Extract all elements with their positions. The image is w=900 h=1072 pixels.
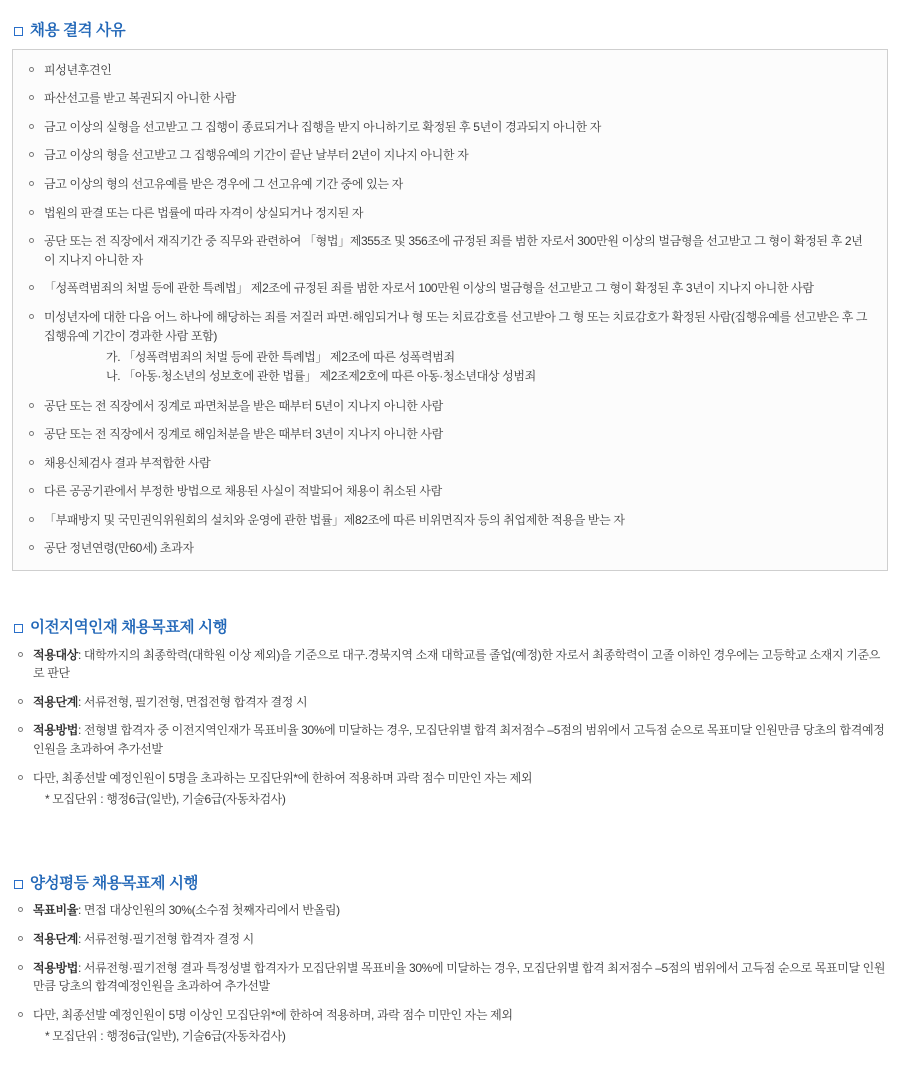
list-item-text: 공단 또는 전 직장에서 재직기간 중 직무와 관련하여 「형법」제355조 및 356조에 규정된 죄를 범한 자로서 300만원 이상의 벌금형을 선고받고 그 형이 확정된 후 2년이 지나지 아니한 자 — [44, 234, 863, 267]
list-item — [27, 89, 873, 108]
list-item-text: : 전형별 합격자 중 이전지역인재가 목표비율 30%에 미달하는 경우, 모집단위별 합격 최저점수 –5점의 범위에서 고득점 순으로 목표미달 인원만큼 당초의 합격예정인원을 초과하여 추가선발 — [33, 723, 885, 757]
section-local-talent — [12, 619, 888, 809]
circle-bullet-icon — [18, 965, 23, 970]
list-item-text: 금고 이상의 형의 선고유예를 받은 경우에 그 선고유예 기간 중에 있는 자 — [44, 176, 403, 191]
section-gender-equality — [12, 875, 888, 1046]
circle-bullet-icon — [29, 210, 34, 215]
list-item — [27, 175, 873, 194]
sub-list-item: 가. 「성폭력범죄의 처벌 등에 관한 특례법」 제2조에 따른 성폭력범죄 — [106, 350, 455, 365]
list-item-text: : 서류전형, 필기전형, 면접전형 합격자 결정 시 — [77, 694, 308, 709]
circle-bullet-icon — [18, 936, 23, 941]
list-item-text: : 대학까지의 최종학력(대학원 이상 제외)을 기준으로 대구.경북지역 소재 대학교를 졸업(예정)한 자로서 최종학력이 고졸 이하인 경우에는 고등학교 소재지 기준으로 판단 — [33, 647, 880, 681]
list-item-text: 금고 이상의 실형을 선고받고 그 집행이 종료되거나 집행을 받지 아니하기로 확정된 후 5년이 경과되지 아니한 자 — [44, 119, 601, 134]
section-title: 채용 결격 사유 — [30, 22, 126, 39]
list-item — [27, 61, 873, 80]
list-item-text: 「부패방지 및 국민권익위원회의 설치와 운영에 관한 법률」제82조에 따른 비위면직자 등의 취업제한 적용을 받는 자 — [44, 512, 625, 527]
list-item — [16, 721, 888, 758]
section-disqualification — [12, 22, 888, 571]
list-item — [16, 693, 888, 712]
section-title: 이전지역인재 채용목표제 시행 — [30, 619, 228, 637]
list-item-label: 적용대상 — [33, 647, 78, 662]
list-item — [27, 279, 873, 298]
circle-bullet-icon — [18, 907, 23, 912]
section-title: 양성평등 채용목표제 시행 — [30, 874, 199, 892]
sub-list — [44, 348, 873, 386]
list-item — [16, 959, 888, 996]
list-item-text: 파산선고를 받고 복권되지 아니한 사람 — [44, 91, 236, 106]
list-item-text: 다만, 최종선발 예정인원이 5명 이상인 모집단위*에 한하여 적용하며, 과락 점수 미만인 자는 제외 — [33, 1007, 513, 1022]
list-item-text: 피성년후견인 — [44, 62, 112, 77]
section-heading — [14, 22, 888, 41]
circle-bullet-icon — [18, 727, 23, 732]
list-item-note: * 모집단위 : 행정6급(일반), 기술6급(자동차검사) — [45, 1029, 286, 1044]
list-item — [16, 901, 888, 920]
circle-bullet-icon — [29, 238, 34, 243]
list-item — [27, 308, 873, 387]
list-item — [16, 930, 888, 949]
local-talent-list — [16, 646, 888, 809]
list-item-text: 공단 정년연령(만60세) 초과자 — [44, 541, 194, 556]
sub-list-item: 나. 「아동·청소년의 성보호에 관한 법률」 제2조제2호에 따른 아동·청소년대상 성범죄 — [106, 369, 536, 384]
list-item — [27, 397, 873, 416]
gender-equality-body — [12, 901, 888, 1046]
disqualification-box — [12, 49, 888, 571]
section-spacer — [12, 819, 888, 875]
circle-bullet-icon — [18, 652, 23, 657]
list-item — [27, 425, 873, 444]
circle-bullet-icon — [29, 152, 34, 157]
disqualification-list — [27, 61, 873, 558]
circle-bullet-icon — [29, 517, 34, 522]
list-item-text: : 서류전형·필기전형 결과 특정성별 합격자가 모집단위별 목표비율 30%에 미달하는 경우, 모집단위별 합격 최저점수 –5점의 범위에서 고득점 순으로 목표미달 인원만큼 당초의 합격예정인원을 초과하여 추가선발 — [33, 960, 886, 994]
circle-bullet-icon — [18, 1012, 23, 1017]
list-item-text: 「성폭력범죄의 처벌 등에 관한 특례법」 제2조에 규정된 죄를 범한 자로서 100만원 이상의 벌금형을 선고받고 그 형이 확정된 후 3년이 지나지 아니한 사람 — [44, 281, 814, 296]
list-item-text: 채용신체검사 결과 부적합한 사람 — [44, 455, 211, 470]
list-item — [27, 146, 873, 165]
list-item — [16, 1006, 888, 1046]
circle-bullet-icon — [29, 124, 34, 129]
list-item-text: 다른 공공기관에서 부정한 방법으로 채용된 사실이 적발되어 채용이 취소된 사람 — [44, 484, 442, 499]
circle-bullet-icon — [29, 460, 34, 465]
list-item-text: 미성년자에 대한 다음 어느 하나에 해당하는 죄를 저질러 파면·해임되거나 형 또는 치료감호를 선고받아 그 형 또는 치료감호가 확정된 사람(집행유예를 선고받은 후 그 집행유예 기간이 경과한 사람 포함) — [44, 309, 868, 343]
local-talent-body — [12, 646, 888, 809]
list-item-text: : 면접 대상인원의 30%(소수점 첫째자리에서 반올림) — [77, 903, 340, 918]
list-item — [27, 539, 873, 558]
circle-bullet-icon — [29, 403, 34, 408]
circle-bullet-icon — [29, 285, 34, 290]
square-bullet-icon — [14, 880, 23, 889]
list-item — [27, 232, 873, 269]
circle-bullet-icon — [29, 431, 34, 436]
list-item-text: 공단 또는 전 직장에서 징계로 해임처분을 받은 때부터 3년이 지나지 아니한 사람 — [44, 427, 443, 442]
circle-bullet-icon — [29, 181, 34, 186]
square-bullet-icon — [14, 27, 23, 36]
circle-bullet-icon — [29, 545, 34, 550]
list-item-label: 적용방법 — [33, 960, 78, 975]
list-item — [16, 769, 888, 809]
list-item — [27, 454, 873, 473]
list-item-text: 법원의 판결 또는 다른 법률에 따라 자격이 상실되거나 정지된 자 — [44, 205, 364, 220]
circle-bullet-icon — [29, 67, 34, 72]
section-spacer — [12, 571, 888, 619]
square-bullet-icon — [14, 624, 23, 633]
list-item-note: * 모집단위 : 행정6급(일반), 기술6급(자동차검사) — [45, 792, 286, 807]
list-item-text: 금고 이상의 형을 선고받고 그 집행유예의 기간이 끝난 날부터 2년이 지나지 아니한 자 — [44, 148, 469, 163]
section-heading — [14, 875, 888, 894]
list-item-text: 공단 또는 전 직장에서 징계로 파면처분을 받은 때부터 5년이 지나지 아니한 사람 — [44, 398, 443, 413]
circle-bullet-icon — [29, 488, 34, 493]
circle-bullet-icon — [29, 95, 34, 100]
list-item — [16, 646, 888, 683]
list-item-text: 다만, 최종선발 예정인원이 5명을 초과하는 모집단위*에 한하여 적용하며 과락 점수 미만인 자는 제외 — [33, 770, 533, 785]
list-item-text: : 서류전형·필기전형 합격자 결정 시 — [77, 932, 254, 946]
list-item — [27, 511, 873, 530]
list-item-label: 적용방법 — [33, 723, 78, 738]
list-item-label: 적용단계 — [33, 694, 78, 709]
list-item-label: 목표비율 — [33, 903, 78, 918]
circle-bullet-icon — [18, 699, 23, 704]
section-heading — [14, 619, 888, 638]
circle-bullet-icon — [18, 775, 23, 780]
gender-equality-list — [16, 901, 888, 1046]
circle-bullet-icon — [29, 314, 34, 319]
list-item — [27, 204, 873, 223]
list-item — [27, 118, 873, 137]
list-item-label: 적용단계 — [33, 932, 78, 946]
list-item — [27, 482, 873, 501]
